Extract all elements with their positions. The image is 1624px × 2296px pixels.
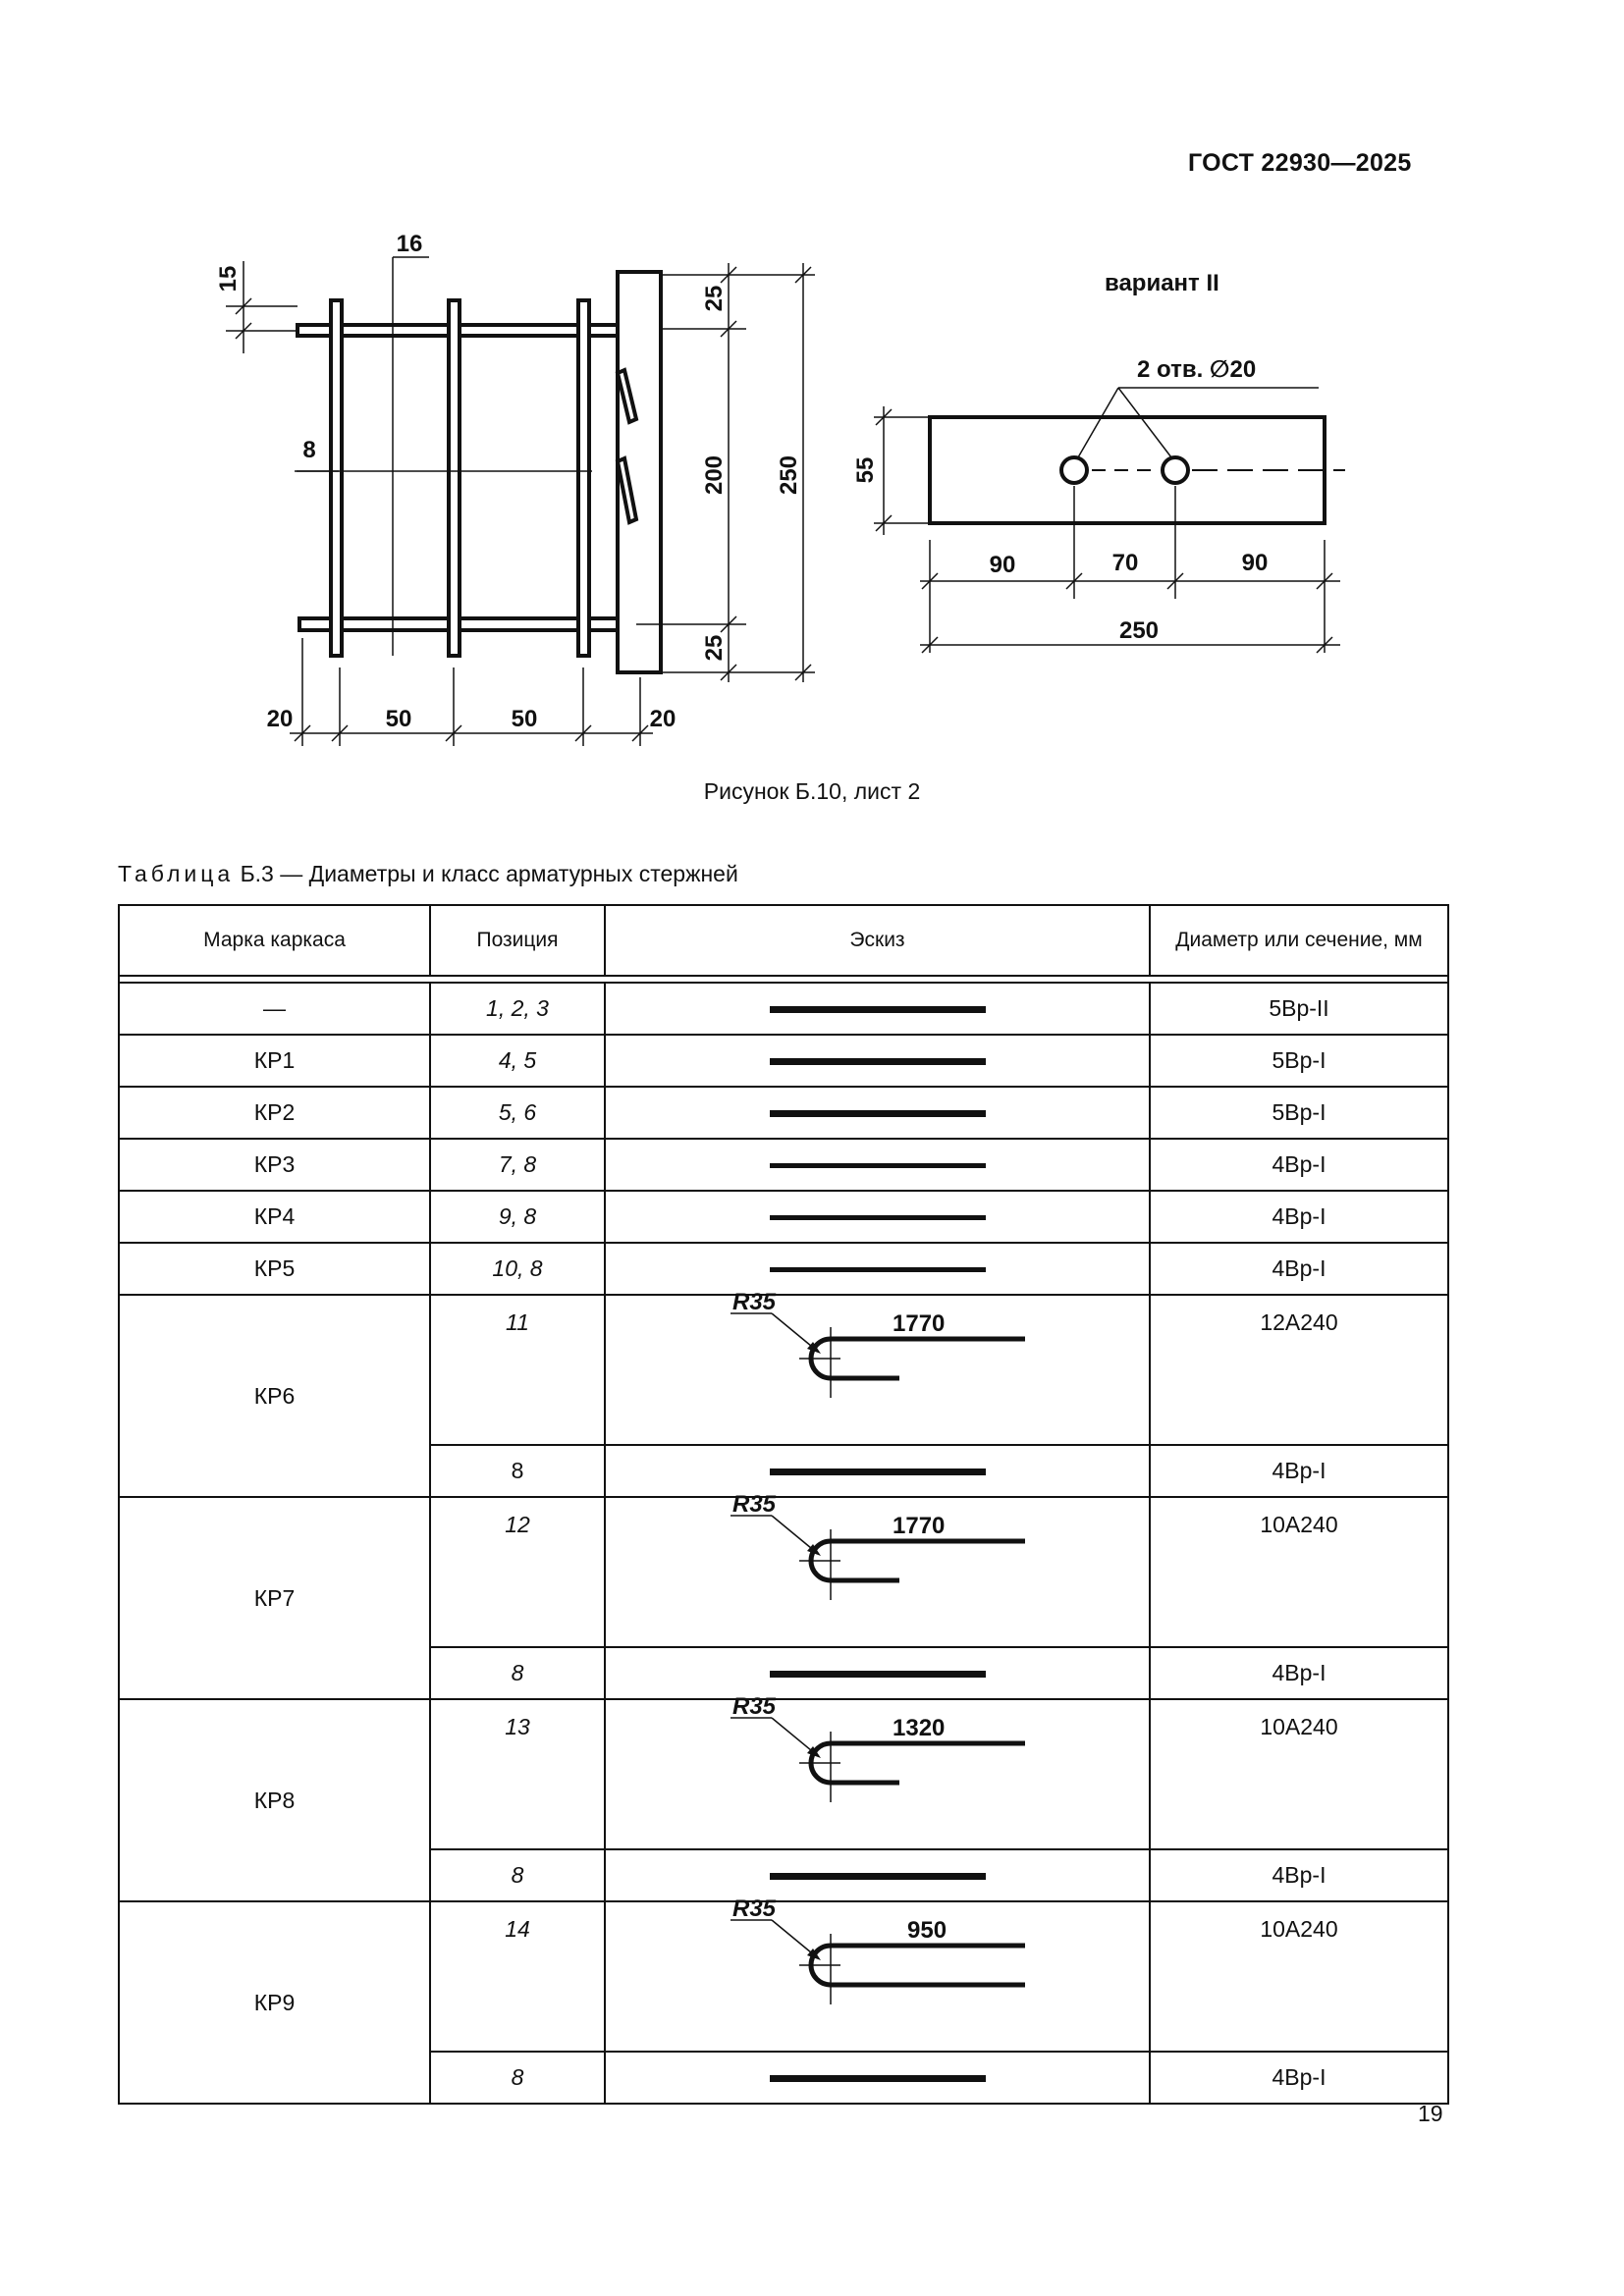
figure-drawing — [0, 0, 1624, 766]
cell-diameter: 4Вр-I — [1150, 2052, 1448, 2104]
table-title-label: Таблица — [118, 861, 235, 886]
table-title-text: Б.3 — Диаметры и класс арматурных стержней — [240, 861, 738, 886]
dim-55: 55 — [852, 456, 879, 484]
table-row — [119, 1139, 1448, 1191]
straight-bar-sketch — [770, 1267, 986, 1272]
cell-diameter: 5Вр-I — [1150, 1087, 1448, 1139]
standard-designation: ГОСТ 22930—2025 — [1188, 149, 1412, 177]
bent-bar-sketch — [731, 1896, 1025, 2024]
dim-20-left: 20 — [266, 706, 294, 732]
bar-length: 1320 — [892, 1715, 945, 1741]
straight-bar-sketch — [770, 1006, 986, 1013]
cell-mark: КР5 — [119, 1243, 430, 1295]
table-title — [118, 861, 738, 887]
dim-8: 8 — [302, 437, 316, 463]
cell-sketch — [605, 1896, 1150, 2052]
cell-diameter: 10А240 — [1150, 1497, 1448, 1647]
holes-label: 2 отв. ∅20 — [1137, 356, 1257, 383]
bend-radius: R35 — [731, 1289, 776, 1315]
bent-bar-sketch — [731, 1491, 1025, 1620]
table-row — [119, 1243, 1448, 1295]
cell-mark: КР6 — [119, 1295, 430, 1497]
table-row — [119, 1035, 1448, 1087]
cell-position: 11 — [430, 1295, 605, 1445]
bend-radius: R35 — [731, 1693, 776, 1720]
variant-label: вариант II — [1105, 270, 1219, 296]
straight-bar-sketch — [770, 1163, 986, 1168]
cell-sketch — [605, 1647, 1150, 1699]
cell-diameter: 4Вр-I — [1150, 1191, 1448, 1243]
page-number: 19 — [1418, 2101, 1443, 2126]
dim-70: 70 — [1111, 550, 1139, 576]
cell-diameter: 5Вр-I — [1150, 1035, 1448, 1087]
cell-position: 1, 2, 3 — [430, 983, 605, 1035]
cell-mark: КР1 — [119, 1035, 430, 1087]
straight-bar-sketch — [770, 1468, 986, 1475]
bar-length: 1770 — [892, 1513, 945, 1539]
cell-diameter: 4Вр-I — [1150, 1647, 1448, 1699]
cell-mark: КР2 — [119, 1087, 430, 1139]
bent-bar-sketch — [731, 1693, 1025, 1822]
cell-diameter: 4Вр-I — [1150, 1139, 1448, 1191]
dim-15: 15 — [215, 265, 242, 293]
cell-diameter: 10А240 — [1150, 1901, 1448, 2052]
dim-250-left: 250 — [776, 454, 802, 496]
bar-length: 950 — [906, 1917, 947, 1944]
cell-mark: КР8 — [119, 1699, 430, 1901]
cell-sketch — [605, 1849, 1150, 1901]
table-b3 — [118, 904, 1449, 2105]
cell-diameter: 5Вр-II — [1150, 983, 1448, 1035]
cage-frame — [298, 272, 661, 672]
cell-position: 8 — [430, 2052, 605, 2104]
cell-mark: КР3 — [119, 1139, 430, 1191]
dim-20-right: 20 — [649, 706, 677, 732]
bent-bar-sketch — [731, 1289, 1025, 1417]
straight-bar-sketch — [770, 2075, 986, 2082]
cell-diameter: 4Вр-I — [1150, 1849, 1448, 1901]
cell-sketch — [605, 1191, 1150, 1243]
header-sketch: Эскиз — [605, 905, 1150, 976]
cell-sketch — [605, 1693, 1150, 1849]
cell-position: 5, 6 — [430, 1087, 605, 1139]
table-row — [119, 1295, 1448, 1445]
header-diameter: Диаметр или сечение, мм — [1150, 905, 1448, 976]
dim-200: 200 — [701, 454, 728, 496]
cell-position: 8 — [430, 1647, 605, 1699]
cell-position: 8 — [430, 1849, 605, 1901]
cell-position: 12 — [430, 1497, 605, 1647]
bend-radius: R35 — [731, 1491, 776, 1518]
header-position: Позиция — [430, 905, 605, 976]
cell-diameter: 4Вр-I — [1150, 1445, 1448, 1497]
straight-bar-sketch — [770, 1110, 986, 1117]
cell-position: 9, 8 — [430, 1191, 605, 1243]
cell-mark: КР9 — [119, 1901, 430, 2104]
cell-diameter: 12А240 — [1150, 1295, 1448, 1445]
cell-sketch — [605, 1035, 1150, 1087]
cell-sketch — [605, 1139, 1150, 1191]
dim-90-right: 90 — [1241, 550, 1269, 576]
straight-bar-sketch — [770, 1671, 986, 1678]
cell-position: 4, 5 — [430, 1035, 605, 1087]
bar-length: 1770 — [892, 1310, 945, 1337]
cell-diameter: 10А240 — [1150, 1699, 1448, 1849]
table-row — [119, 983, 1448, 1035]
table-row — [119, 1087, 1448, 1139]
dim-250-right: 250 — [1118, 617, 1160, 644]
figure-caption: Рисунок Б.10, лист 2 — [703, 778, 921, 804]
cell-mark: — — [119, 983, 430, 1035]
dim-16: 16 — [396, 231, 423, 257]
dim-25-bottom: 25 — [701, 634, 728, 662]
cell-position: 14 — [430, 1901, 605, 2052]
table-row — [119, 1497, 1448, 1647]
dim-90-left: 90 — [989, 552, 1016, 578]
table-row — [119, 1699, 1448, 1849]
straight-bar-sketch — [770, 1215, 986, 1220]
cell-position: 8 — [430, 1445, 605, 1497]
bend-radius: R35 — [731, 1896, 776, 1922]
cell-position: 13 — [430, 1699, 605, 1849]
cell-mark: КР7 — [119, 1497, 430, 1699]
dim-50-b: 50 — [511, 706, 538, 732]
cell-sketch — [605, 2052, 1150, 2104]
cell-sketch — [605, 1087, 1150, 1139]
cell-diameter: 4Вр-I — [1150, 1243, 1448, 1295]
cell-sketch — [605, 1243, 1150, 1295]
cell-sketch — [605, 983, 1150, 1035]
cell-position: 10, 8 — [430, 1243, 605, 1295]
table-row — [119, 1191, 1448, 1243]
straight-bar-sketch — [770, 1058, 986, 1065]
straight-bar-sketch — [770, 1873, 986, 1880]
header-mark: Марка каркаса — [119, 905, 430, 976]
cell-position: 7, 8 — [430, 1139, 605, 1191]
cell-sketch — [605, 1289, 1150, 1445]
table-row — [119, 1901, 1448, 2052]
cell-sketch — [605, 1491, 1150, 1647]
cell-sketch — [605, 1445, 1150, 1497]
dim-25-top: 25 — [701, 285, 728, 312]
cell-mark: КР4 — [119, 1191, 430, 1243]
dim-50-a: 50 — [385, 706, 412, 732]
